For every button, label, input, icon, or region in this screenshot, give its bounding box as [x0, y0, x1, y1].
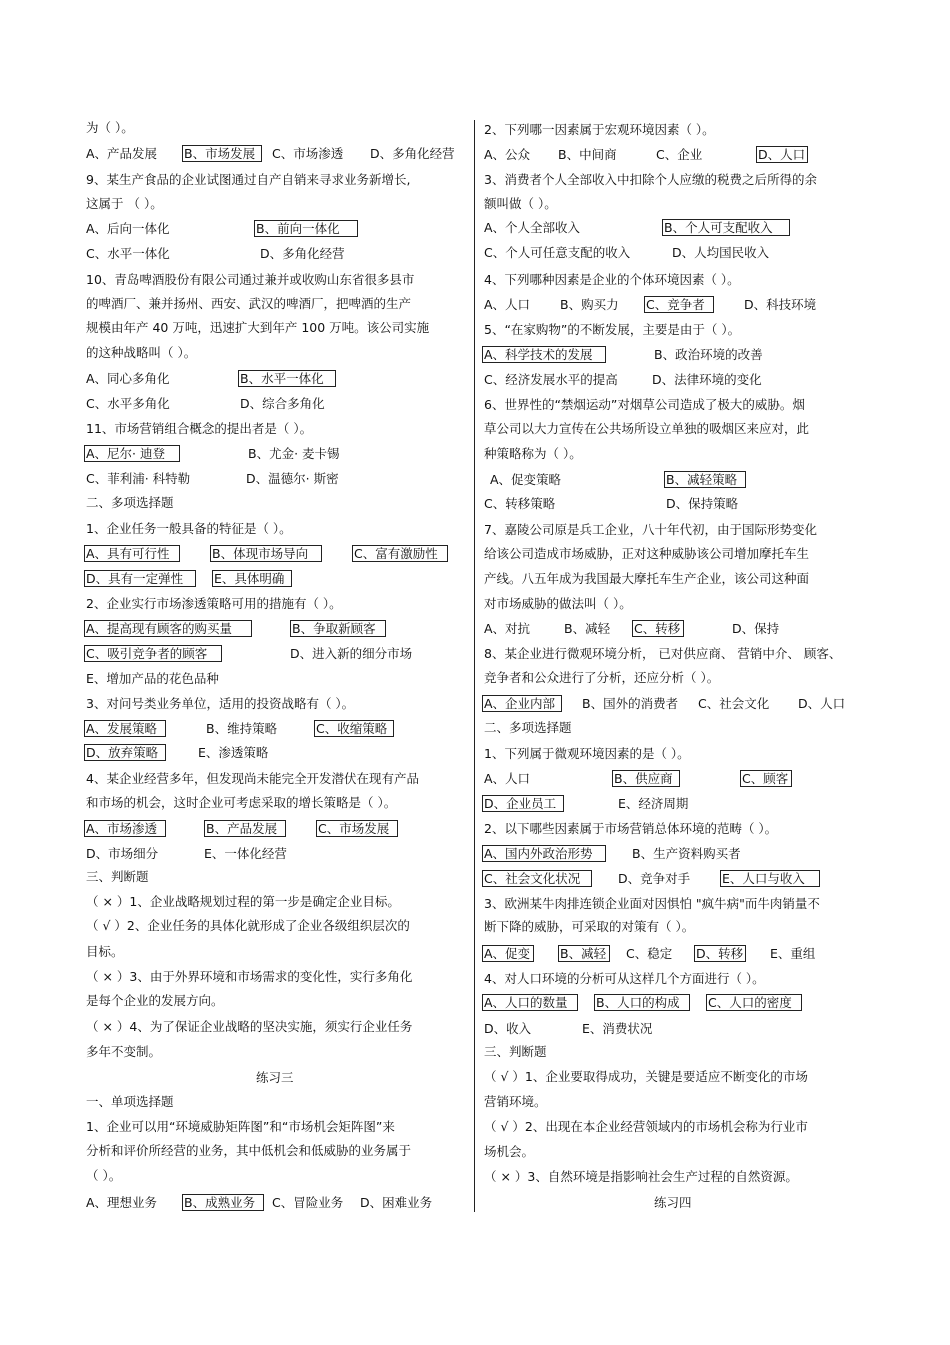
selected-option: B、水平一体化: [240, 371, 324, 386]
selected-option: A、提高现有顾客的购买量: [86, 621, 233, 636]
selected-option: C、转移: [634, 621, 681, 636]
answer-option: D、保持: [732, 621, 780, 636]
right-text-line: 3、欧洲某牛肉排连锁企业面对因惧怕 "疯牛病"而牛肉销量不: [484, 896, 820, 911]
right-text-line: 给该公司造成市场威胁，正对这种威胁该公司增加摩托车生: [484, 546, 810, 561]
left-text-line: 的这种战略叫（ ）。: [86, 345, 197, 360]
selected-option: B、成熟业务: [184, 1195, 256, 1210]
answer-option: D、市场细分: [86, 846, 159, 861]
answer-option: C、企业: [656, 147, 703, 162]
answer-option: B、政治环境的改善: [654, 347, 763, 362]
selected-option: C、顾客: [742, 771, 789, 786]
selected-option: B、减轻: [560, 946, 607, 961]
answer-option: C、个人可任意支配的收入: [484, 245, 631, 260]
right-text-line: 场机会。: [484, 1144, 535, 1159]
answer-option: B、维持策略: [206, 721, 278, 736]
answer-option: E、重组: [770, 946, 816, 961]
selected-option: C、收缩策略: [316, 721, 388, 736]
answer-option: A、人口: [484, 297, 531, 312]
answer-option: C、市场渗透: [272, 146, 344, 161]
left-text-line: E、增加产品的花色品种: [86, 671, 219, 686]
right-text-line: 断下降的威胁，可采取的对策有（ ）。: [484, 919, 695, 934]
right-text-line: 额叫做（ ）。: [484, 196, 557, 211]
left-text-line: （ √ ）2、企业任务的具体化就形成了企业各级组织层次的: [86, 918, 410, 933]
selected-option: A、尼尔· 迪登: [86, 446, 165, 461]
right-text-line: 三、判断题: [484, 1044, 547, 1059]
answer-option: D、科技环境: [744, 297, 817, 312]
right-text-line: 7、嘉陵公司原是兵工企业，八十年代初，由于国际形势变化: [484, 522, 817, 537]
right-text-line: 营销环境。: [484, 1094, 547, 1109]
selected-option: A、科学技术的发展: [484, 347, 593, 362]
left-text-line: 目标。: [86, 944, 124, 959]
selected-option: E、人口与收入: [722, 871, 805, 886]
selected-option: C、人口的密度: [708, 995, 792, 1010]
answer-option: D、多角化经营: [260, 246, 345, 261]
left-text-line: 4、某企业经营多年，但发现尚未能完全开发潜伏在现有产品: [86, 771, 419, 786]
selected-option: A、促变: [484, 946, 531, 961]
answer-option: A、促变策略: [490, 472, 562, 487]
left-text-line: 的啤酒厂、兼并扬州、西安、武汉的啤酒厂，把啤酒的生产: [86, 296, 412, 311]
right-text-line: 草公司以大力宣传在公共场所设立单独的吸烟区来应对，此: [484, 421, 810, 436]
selected-option: A、人口的数量: [484, 995, 568, 1010]
right-text-line: 二、多项选择题: [484, 720, 572, 735]
selected-option: A、市场渗透: [86, 821, 158, 836]
right-text-line: 2、以下哪些因素属于市场营销总体环境的范畴（ ）。: [484, 821, 778, 836]
answer-option: E、渗透策略: [198, 745, 269, 760]
left-text-line: （ × ）3、由于外界环境和市场需求的变化性，实行多角化: [86, 969, 413, 984]
selected-option: D、企业员工: [484, 796, 557, 811]
left-text-line: 练习三: [256, 1070, 294, 1085]
answer-option: D、人口: [798, 696, 846, 711]
answer-option: A、对抗: [484, 621, 531, 636]
left-text-line: （ × ）1、企业战略规划过程的第一步是确定企业目标。: [86, 894, 400, 909]
left-text-line: 一、单项选择题: [86, 1094, 174, 1109]
right-text-line: 种策略称为（ ）。: [484, 446, 582, 461]
selected-option: A、具有可行性: [86, 546, 170, 561]
right-text-line: （ √ ）2、出现在本企业经营领域内的市场机会称为行业市: [484, 1119, 808, 1134]
answer-option: E、经济周期: [618, 796, 689, 811]
right-text-line: 对市场威胁的做法叫（ ）。: [484, 596, 632, 611]
left-text-line: （ × ）4、为了保证企业战略的坚决实施，须实行企业任务: [86, 1019, 413, 1034]
left-text-line: 11、市场营销组合概念的提出者是（ ）。: [86, 421, 313, 436]
left-text-line: 为（ ）。: [86, 120, 134, 135]
answer-option: D、综合多角化: [240, 396, 325, 411]
selected-option: D、人口: [758, 147, 806, 162]
selected-option: A、国内外政治形势: [484, 846, 593, 861]
left-text-line: 9、某生产食品的企业试图通过自产自销来寻求业务新增长,: [86, 172, 411, 187]
left-text-line: 3、对问号类业务单位，适用的投资战略有（ ）。: [86, 696, 355, 711]
answer-option: D、保持策略: [666, 496, 739, 511]
left-text-line: 这属于 （ ）。: [86, 196, 163, 211]
selected-option: B、人口的构成: [596, 995, 680, 1010]
answer-option: D、进入新的细分市场: [290, 646, 413, 661]
answer-option: E、消费状况: [582, 1021, 653, 1036]
answer-option: A、公众: [484, 147, 531, 162]
left-text-line: 三、判断题: [86, 869, 149, 884]
answer-option: C、社会文化: [698, 696, 770, 711]
right-text-line: 产线。八五年成为我国最大摩托车生产企业，该公司这种面: [484, 571, 810, 586]
selected-option: B、争取新顾客: [292, 621, 376, 636]
left-text-line: 1、企业可以用“环境威胁矩阵图”和“市场机会矩阵图”来: [86, 1119, 395, 1134]
selected-option: B、减轻策略: [666, 472, 738, 487]
right-text-line: 5、“在家购物”的不断发展，主要是由于（ ）。: [484, 322, 741, 337]
answer-option: B、中间商: [558, 147, 617, 162]
answer-option: A、产品发展: [86, 146, 158, 161]
right-text-line: 6、世界性的“禁烟运动”对烟草公司造成了极大的威胁。烟: [484, 397, 805, 412]
left-text-line: 规模由年产 40 万吨，迅速扩大到年产 100 万吨。该公司实施: [86, 320, 430, 335]
left-text-line: （ ）。: [86, 1168, 122, 1183]
answer-option: C、转移策略: [484, 496, 556, 511]
answer-option: B、购买力: [560, 297, 619, 312]
right-text-line: 4、对人口环境的分析可从这样几个方面进行（ ）。: [484, 971, 765, 986]
right-text-line: 3、消费者个人全部收入中扣除个人应缴的税费之后所得的余: [484, 172, 817, 187]
right-text-line: 1、下列属于微观环境因素的是（ ）。: [484, 746, 690, 761]
right-text-line: 2、下列哪一因素属于宏观环境因素（ ）。: [484, 122, 715, 137]
selected-option: E、具体明确: [214, 571, 285, 586]
answer-option: A、理想业务: [86, 1195, 158, 1210]
answer-option: A、同心多角化: [86, 371, 170, 386]
answer-option: D、竞争对手: [618, 871, 691, 886]
selected-option: C、竞争者: [646, 297, 705, 312]
left-text-line: 1、企业任务一般具备的特征是（ ）。: [86, 521, 292, 536]
answer-option: B、生产资料购买者: [632, 846, 741, 861]
answer-option: A、个人全部收入: [484, 220, 581, 235]
answer-option: D、法律环境的变化: [652, 372, 762, 387]
answer-option: B、国外的消费者: [582, 696, 679, 711]
answer-option: C、水平多角化: [86, 396, 170, 411]
answer-option: D、多角化经营: [370, 146, 455, 161]
answer-option: E、一体化经营: [204, 846, 287, 861]
answer-option: D、人均国民收入: [672, 245, 770, 260]
answer-option: C、水平一体化: [86, 246, 170, 261]
left-text-line: 2、企业实行市场渗透策略可用的措施有（ ）。: [86, 596, 342, 611]
column-divider: [474, 120, 475, 1212]
selected-option: D、放弃策略: [86, 745, 159, 760]
selected-option: B、体现市场导向: [212, 546, 309, 561]
answer-option: D、收入: [484, 1021, 532, 1036]
selected-option: B、前向一体化: [256, 221, 340, 236]
selected-option: C、社会文化状况: [484, 871, 581, 886]
answer-option: D、温德尔· 斯密: [246, 471, 339, 486]
right-text-line: 4、下列哪种因素是企业的个体环境因素（ ）。: [484, 272, 740, 287]
selected-option: B、市场发展: [184, 146, 256, 161]
selected-option: B、供应商: [614, 771, 673, 786]
answer-option: C、菲利浦· 科特勒: [86, 471, 191, 486]
right-text-line: 竞争者和公众进行了分析，还应分析（ ）。: [484, 670, 720, 685]
left-text-line: 二、多项选择题: [86, 495, 174, 510]
answer-option: C、经济发展水平的提高: [484, 372, 618, 387]
left-text-line: 多年不变制。: [86, 1044, 162, 1059]
selected-option: A、发展策略: [86, 721, 158, 736]
left-text-line: 是每个企业的发展方向。: [86, 993, 224, 1008]
selected-option: C、富有激励性: [354, 546, 438, 561]
selected-option: B、产品发展: [206, 821, 278, 836]
selected-option: C、市场发展: [318, 821, 390, 836]
answer-option: C、稳定: [626, 946, 673, 961]
right-text-line: （ × ）3、自然环境是指影响社会生产过程的自然资源。: [484, 1169, 798, 1184]
answer-option: C、冒险业务: [272, 1195, 344, 1210]
answer-option: D、困难业务: [360, 1195, 433, 1210]
selected-option: B、个人可支配收入: [664, 220, 773, 235]
selected-option: A、企业内部: [484, 696, 556, 711]
answer-option: A、后向一体化: [86, 221, 170, 236]
answer-option: B、尤金· 麦卡锡: [248, 446, 340, 461]
right-text-line: 练习四: [654, 1195, 692, 1210]
right-text-line: （ √ ）1、企业要取得成功，关键是要适应不断变化的市场: [484, 1069, 808, 1084]
left-text-line: 和市场的机会，这时企业可考虑采取的增长策略是（ ）。: [86, 795, 397, 810]
selected-option: D、具有一定弹性: [86, 571, 184, 586]
right-text-line: 8、某企业进行微观环境分析， 已对供应商、 营销中介、 顾客、: [484, 646, 842, 661]
left-text-line: 10、青岛啤酒股份有限公司通过兼并或收购山东省很多县市: [86, 272, 415, 287]
answer-option: A、人口: [484, 771, 531, 786]
selected-option: D、转移: [696, 946, 744, 961]
answer-option: B、减轻: [564, 621, 611, 636]
left-text-line: 分析和评价所经营的业务，其中低机会和低威胁的业务属于: [86, 1143, 412, 1158]
selected-option: C、吸引竞争者的顾客: [86, 646, 208, 661]
